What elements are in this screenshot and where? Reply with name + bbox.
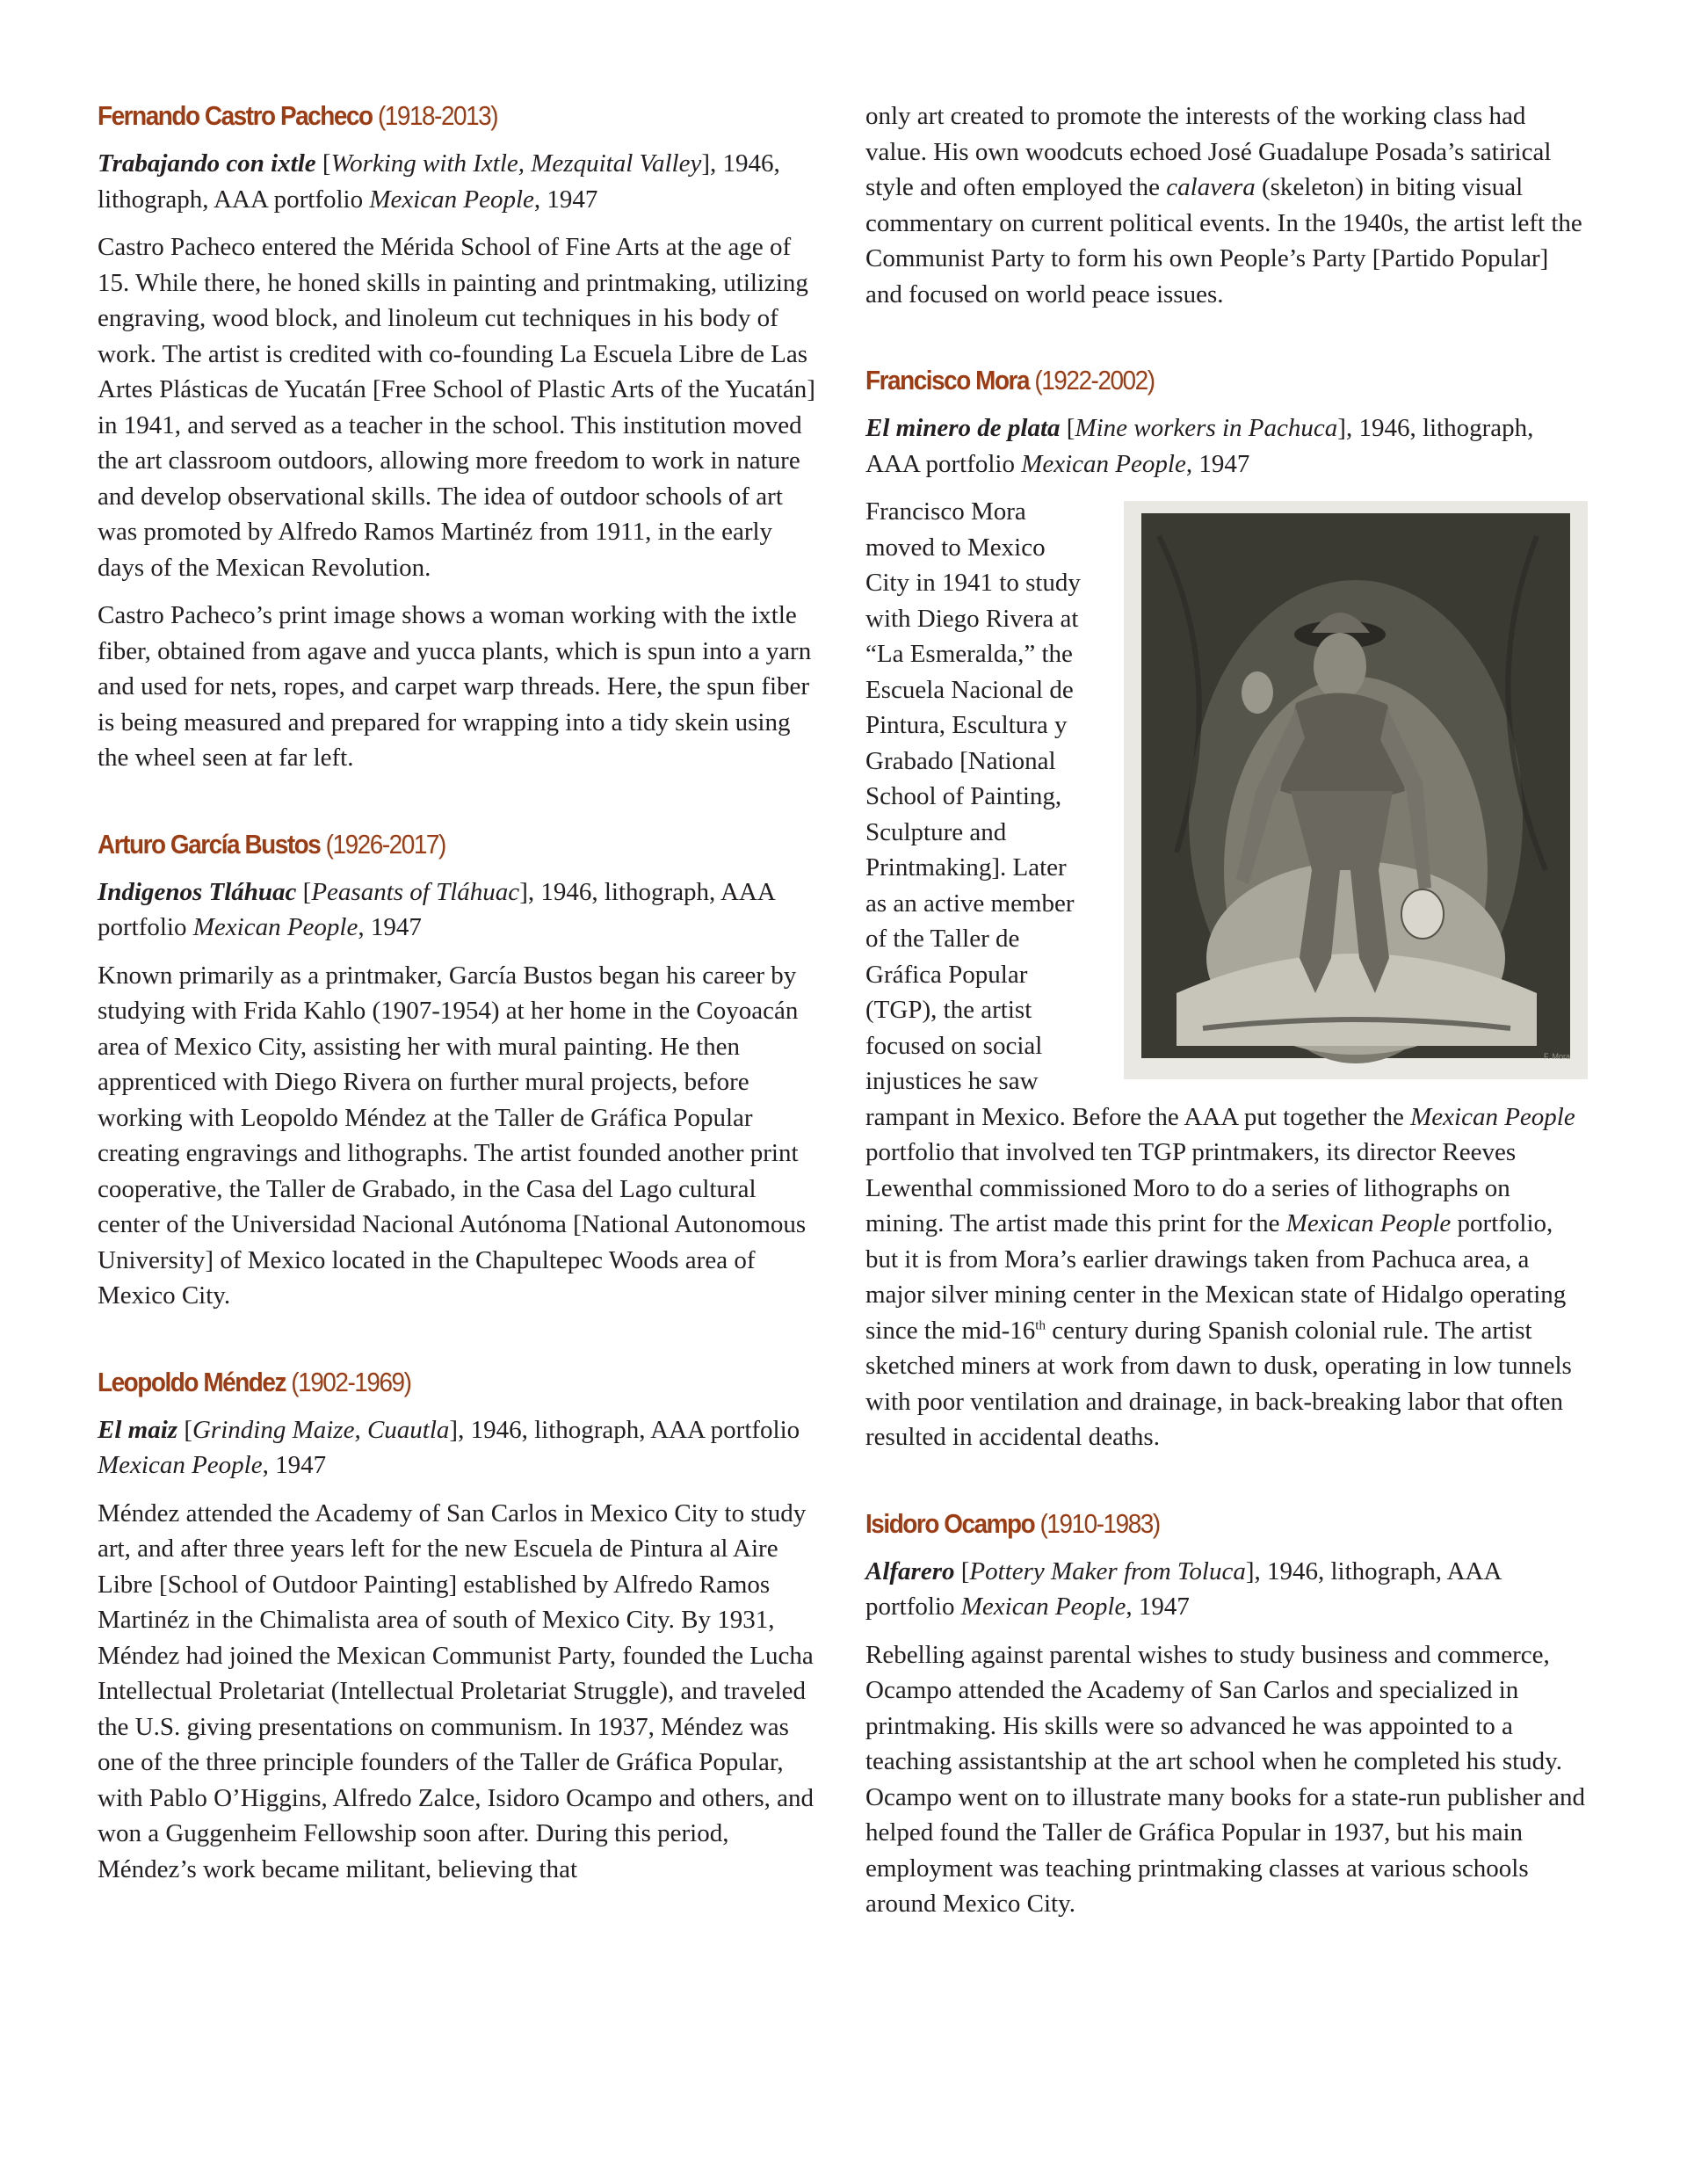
mora-text: century during Spanish colonial rule. The artist sketched miners at work from dawn to dusk, operating in low tunnels with poor ventilation and drainage, in back-breaking labor that often resulted in accidental deaths.	[865, 1316, 1572, 1451]
work-details: , 1946, lithograph, AAA portfolio	[458, 1415, 800, 1444]
portfolio-year: , 1947	[262, 1451, 327, 1479]
artist-heading	[98, 1365, 744, 1400]
work-translation: Working with Ixtle, Mezquital Valley	[330, 149, 702, 178]
section-spacer	[865, 312, 1588, 363]
work-title: El minero de plata	[865, 414, 1061, 442]
section-garcia-bustos	[98, 827, 816, 1314]
artist-dates: (1926-2017)	[325, 828, 445, 860]
artist-dates: (1918-2013)	[377, 100, 498, 131]
portfolio-name: Mexican People	[1021, 449, 1186, 478]
body-paragraph	[865, 494, 1588, 1455]
body-paragraph: Known primarily as a printmaker, García Bustos began his career by studying with Frida Kahlo (1907-1954) at her home in the Coyoacán area of Mexico City, assisting her with mural painting. He then apprenticed with Diego Rivera on further mural projects, before working with Leopoldo Méndez at the Taller de Gráfica Popular creating engravings and lithographs. The artist founded another print cooperative, the Taller de Grabado, in the Casa del Lago cultural center of the Universidad Nacional Autónoma [National Autonomous University] of Mexico located in the Chapultepec Woods area of Mexico City.	[98, 961, 807, 1310]
work-translation: Mine workers in Pachuca	[1075, 414, 1338, 442]
portfolio-name: Mexican People	[192, 913, 358, 941]
section-castro-pacheco	[98, 98, 816, 776]
section-spacer	[865, 1455, 1588, 1506]
work-details: , 1946, lithograph, AAA portfolio	[98, 149, 780, 214]
mora-text: portfolio that involved ten TGP printmakers, its director Reeves Lewenthal commissioned Moro to do a series of lithographs on mining. The artist made this print for the	[865, 1138, 1517, 1237]
work-caption: Indigenos Tláhuac [Peasants of Tláhuac], 1946, lithograph, AAA portfolio Mexican People, 1947	[98, 877, 775, 941]
work-title: Alfarero	[865, 1556, 955, 1585]
body-paragraph: Castro Pacheco entered the Mérida School of Fine Arts at the age of 15. While there, he honed skills in painting and printmaking, utilizing engraving, wood block, and linoleum cut techniques in his body of work. The artist is credited with co-founding La Escuela Libre de Las Artes Plásticas de Yucatán [Free School of Plastic Arts of the Yucatán] in 1941, and served as a teacher in the school. This institution moved the art classroom outdoors, allowing more freedom to work in nature and develop observational skills. The idea of outdoor schools of art was promoted by Alfredo Ramos Martinéz from 1911, in the early days of the Mexican Revolution.	[98, 233, 815, 582]
work-title: El maiz	[98, 1415, 178, 1444]
artist-name: Isidoro Ocampo	[865, 1507, 1035, 1539]
artist-name: Arturo García Bustos	[98, 828, 321, 860]
miner-lithograph-drawing	[1124, 501, 1588, 1079]
work-translation: Peasants of Tláhuac	[311, 877, 520, 906]
work-translation: Pottery Maker from Toluca	[969, 1556, 1246, 1585]
work-translation: Grinding Maize, Cuautla	[192, 1415, 450, 1444]
mora-text: portfolio, but it is from Mora’s earlier drawings taken from Pachuca area, a major silver mining center in the Mexican state of Hidalgo operating since the mid-16	[865, 1209, 1567, 1345]
mora-text: Francisco Mora moved to Mexico City in 1941 to study with Diego Rivera at “La Esmeralda,” the Escuela Nacional de Pintura, Escultura y Grabado [National School of Painting, Sculpture and Printmaking]. Later as an active member of the Taller de Gráfica Popular (TGP), the artist focused on social injustices he saw rampant in Mexico. Before the AAA put together the	[865, 497, 1411, 1131]
artist-dates: (1922-2002)	[1034, 365, 1155, 395]
section-spacer	[98, 1314, 816, 1365]
portfolio-year: , 1947	[358, 913, 422, 941]
work-caption: Trabajando con ixtle [Working with Ixtle, Mezquital Valley], 1946, lithograph, AAA portfolio Mexican People, 1947	[98, 149, 780, 214]
portfolio-year: , 1947	[533, 185, 598, 214]
work-title: Trabajando con ixtle	[98, 149, 316, 178]
portfolio-reference: Mexican People	[1285, 1209, 1452, 1237]
artist-name: Fernando Castro Pacheco	[98, 100, 373, 131]
portfolio-year: , 1947	[1185, 449, 1250, 478]
work-caption: El minero de plata [Mine workers in Pachuca], 1946, lithograph, AAA portfolio Mexican People, 1947	[865, 414, 1534, 478]
portfolio-reference: Mexican People	[1410, 1102, 1575, 1131]
work-details: , 1946, lithograph, AAA portfolio	[865, 414, 1534, 478]
ordinal-suffix: th	[1035, 1317, 1046, 1332]
artist-heading	[865, 363, 1516, 398]
portfolio-name: Mexican People	[98, 1451, 263, 1479]
artist-signature: F. Mora	[1543, 1051, 1570, 1061]
miner-lithograph-image	[1124, 501, 1588, 1079]
continued-text: (skeleton) in biting visual commentary on current political events. In the 1940s, the artist left the Communist Party to form his own People’s Party [Partido Popular] and focused on world peace issues.	[865, 173, 1582, 308]
body-paragraph: Castro Pacheco’s print image shows a woman working with the ixtle fiber, obtained from agave and yucca plants, which is spun into a yarn and used for nets, ropes, and carpet warp threads. Here, the spun fiber is being measured and prepared for wrapping into a tidy skein using the wheel seen at far left.	[98, 601, 812, 772]
artist-dates: (1902-1969)	[291, 1366, 411, 1397]
work-details: , 1946, lithograph, AAA portfolio	[865, 1556, 1501, 1621]
calavera-term: calavera	[1166, 173, 1256, 201]
artist-name: Francisco Mora	[865, 365, 1030, 395]
section-spacer	[98, 776, 816, 827]
artist-heading	[98, 827, 744, 862]
right-column	[865, 98, 1588, 1922]
section-mendez	[98, 1365, 816, 1888]
section-ocampo	[865, 1506, 1588, 1922]
body-paragraph: Rebelling against parental wishes to study business and commerce, Ocampo attended the Academy of San Carlos and specialized in printmaking. His skills were so advanced he was appointed to a teaching assistantship at the art school when he completed his study. Ocampo went on to illustrate many books for a state-run publisher and helped found the Taller de Gráfica Popular in 1937, but his main employment was teaching printmaking classes at various schools around Mexico City.	[865, 1640, 1586, 1918]
work-caption: Alfarero [Pottery Maker from Toluca], 1946, lithograph, AAA portfolio Mexican People, 1947	[865, 1556, 1501, 1621]
continued-paragraph	[865, 98, 1588, 312]
work-details: , 1946, lithograph, AAA portfolio	[98, 877, 775, 941]
portfolio-name: Mexican People	[960, 1593, 1126, 1621]
section-mora	[865, 363, 1588, 1455]
artist-heading	[98, 98, 744, 134]
artist-name: Leopoldo Méndez	[98, 1366, 286, 1397]
artist-dates: (1910-1983)	[1039, 1507, 1160, 1539]
portfolio-year: , 1947	[1126, 1593, 1190, 1621]
artist-heading	[865, 1506, 1516, 1542]
continued-text: only art created to promote the interests of the working class had value. His own woodcuts echoed José Guadalupe Posada’s satirical style and often employed the	[865, 102, 1552, 201]
portfolio-name: Mexican People	[369, 185, 534, 214]
left-column	[98, 98, 816, 1887]
body-paragraph: Méndez attended the Academy of San Carlos in Mexico City to study art, and after three years left for the new Escuela de Pintura al Aire Libre [School of Outdoor Painting] established by Alfredo Ramos Martinéz in the Chimalista area of south of Mexico City. By 1931, Méndez had joined the Mexican Communist Party, founded the Lucha Intellectual Proletariat (Intellectual Proletariat Struggle), and traveled the U.S. giving presentations on communism. In 1937, Méndez was one of the three principle founders of the Taller de Gráfica Popular, with Pablo O’Higgins, Alfredo Zalce, Isidoro Ocampo and others, and won a Guggenheim Fellowship soon after. During this period, Méndez’s work became militant, believing that	[98, 1498, 815, 1883]
work-title: Indigenos Tláhuac	[98, 877, 297, 906]
work-caption: El maiz [Grinding Maize, Cuautla], 1946, lithograph, AAA portfolio Mexican People, 1947	[98, 1415, 800, 1479]
